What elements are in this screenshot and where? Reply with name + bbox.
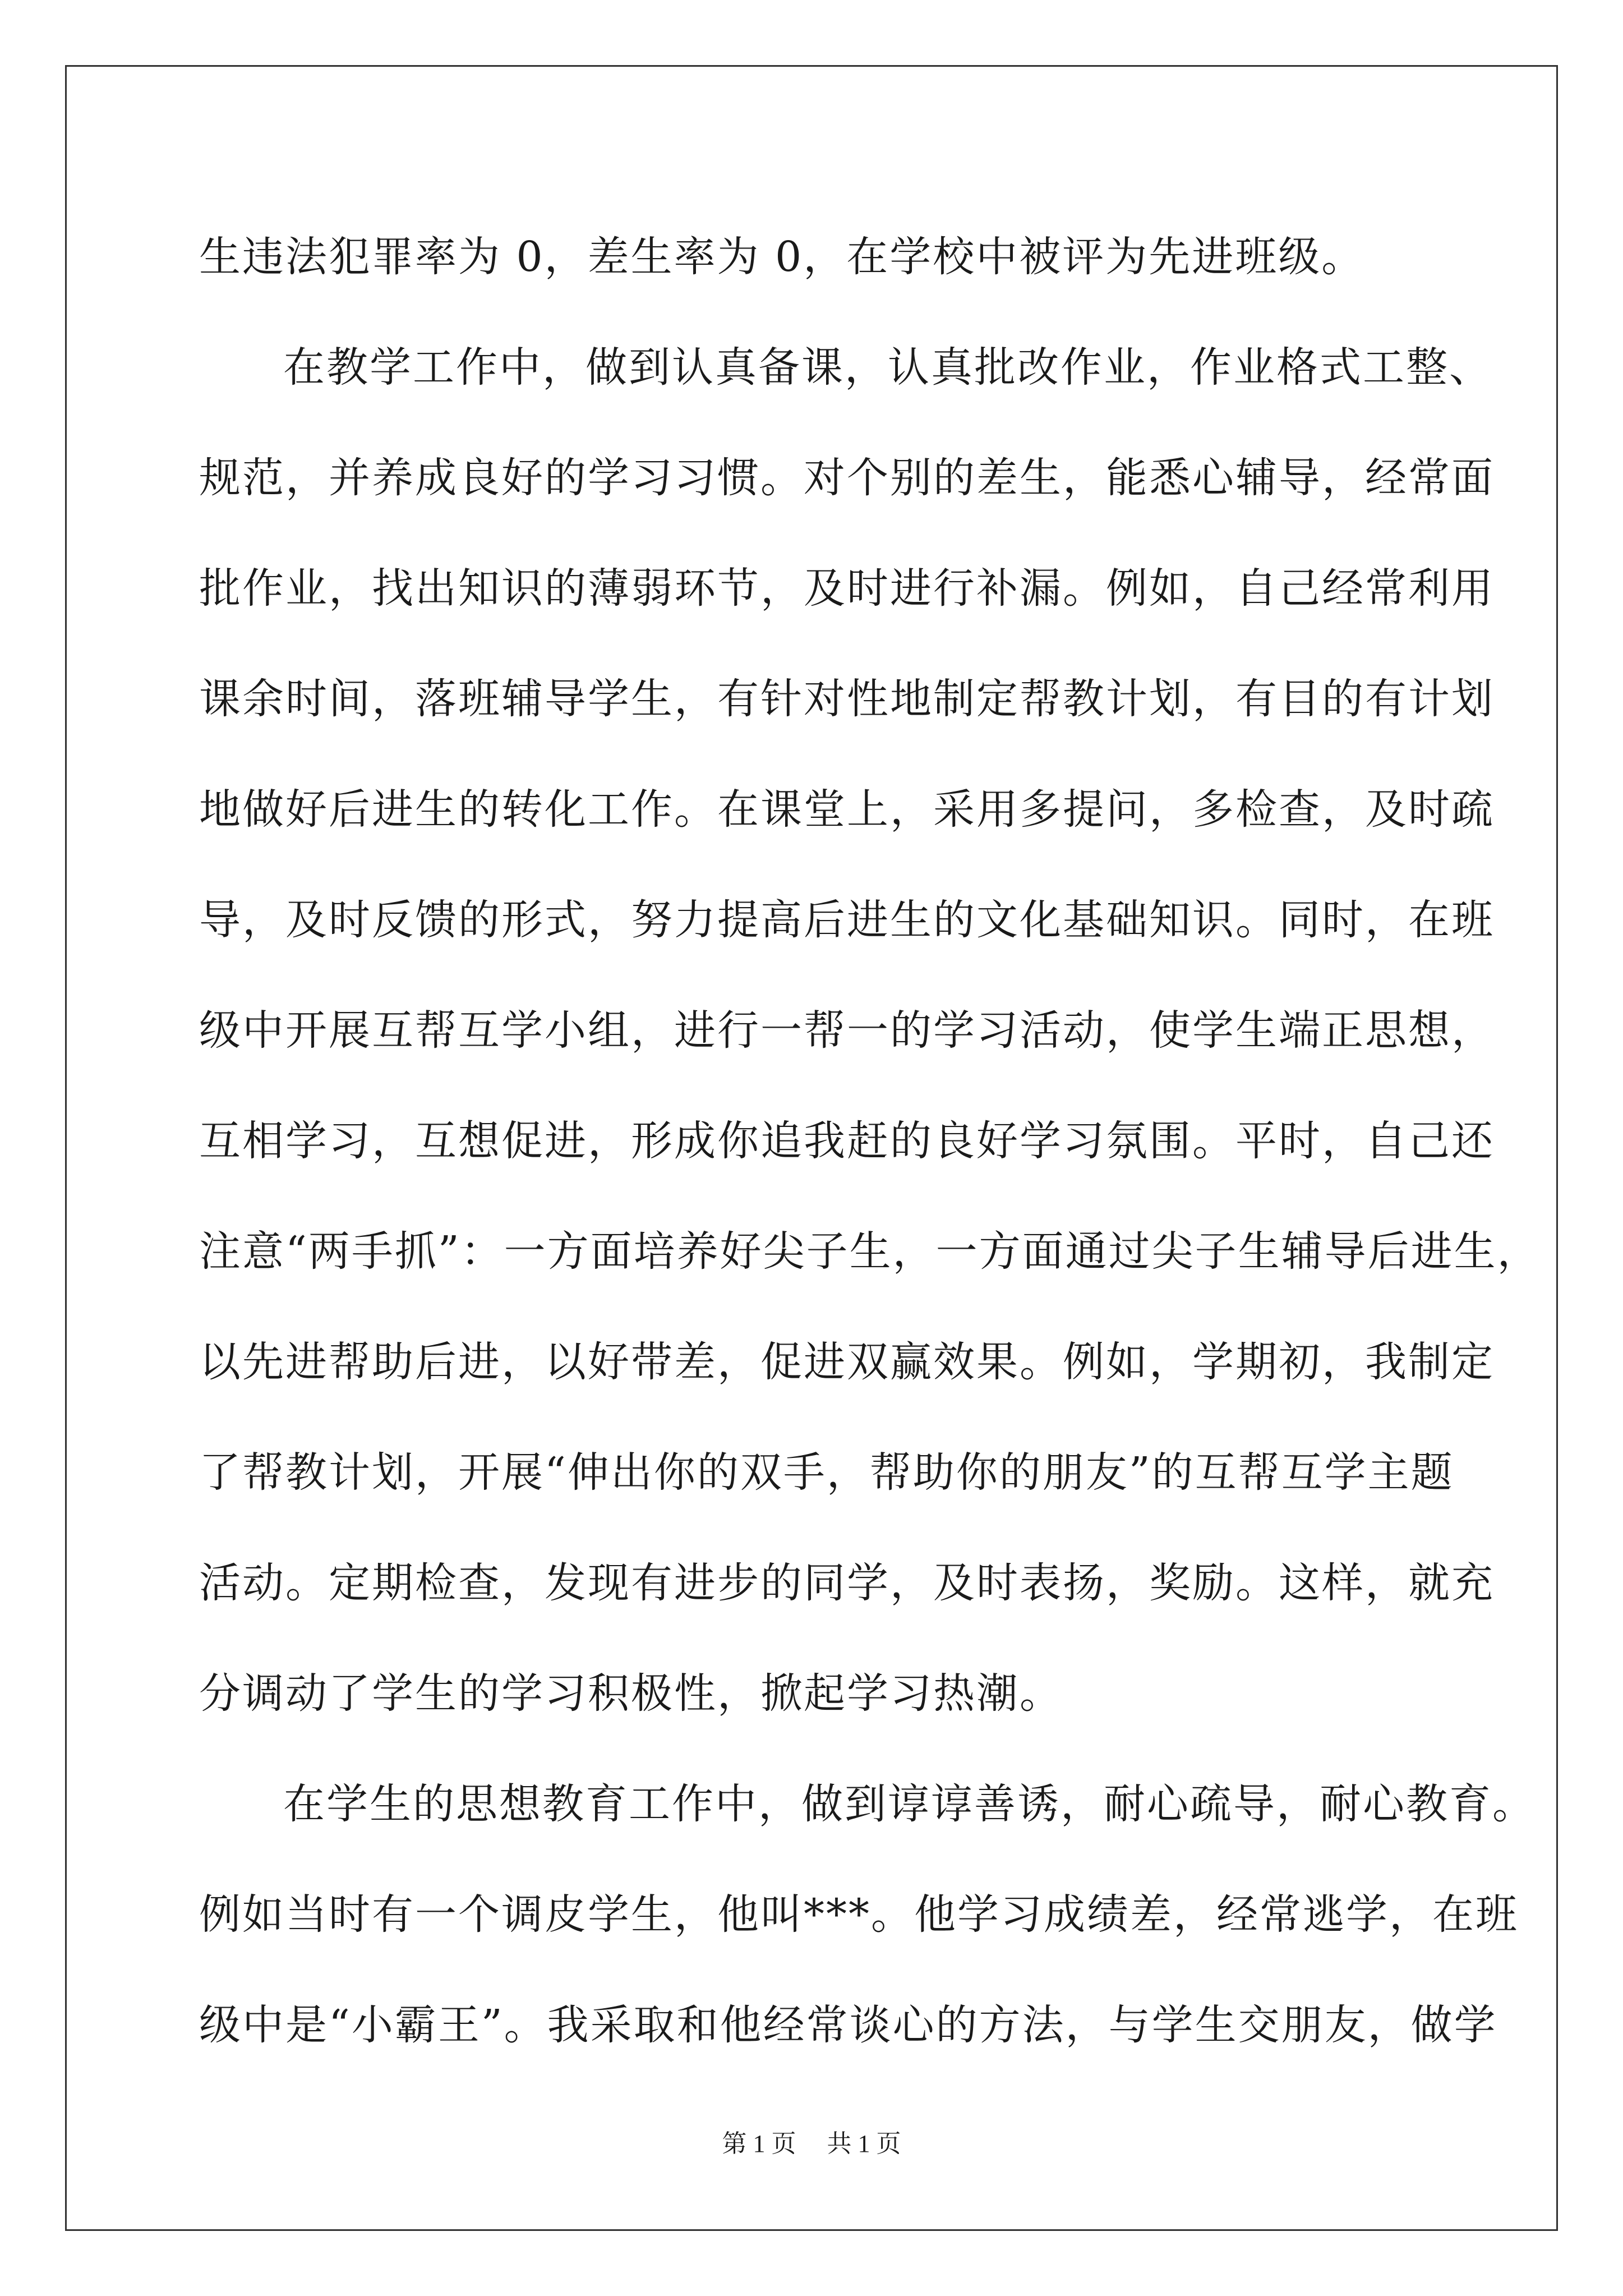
text-line-5: 课余时间，落班辅导学生，有针对性地制定帮教计划，有目的有计划 bbox=[199, 675, 1495, 723]
document-body bbox=[199, 202, 1541, 2081]
text-line-2: 在教学工作中，做到认真备课，认真批改作业，作业格式工整、 bbox=[283, 343, 1492, 392]
text-line-17: 级中是“小霸王”。我采取和他经常谈心的方法，与学生交朋友，做学 bbox=[199, 2001, 1497, 2049]
text-line-1: 生违法犯罪率为 0，差生率为 0，在学校中被评为先进班级。 bbox=[199, 233, 1365, 281]
text-line-12: 了帮教计划，开展“伸出你的双手，帮助你的朋友”的互帮互学主题 bbox=[199, 1448, 1454, 1497]
text-line-15: 在学生的思想教育工作中，做到谆谆善诱，耐心疏导，耐心教育。 bbox=[283, 1780, 1536, 1828]
text-line-6: 地做好后进生的转化工作。在课堂上，采用多提问，多检查，及时疏 bbox=[199, 785, 1495, 834]
page-number: 第 1 页 bbox=[722, 2130, 796, 2157]
text-line-3: 规范，并养成良好的学习习惯。对个别的差生，能悉心辅导，经常面 bbox=[199, 454, 1495, 502]
text-line-10: 注意“两手抓”：一方面培养好尖子生，一方面通过尖子生辅导后进生， bbox=[199, 1227, 1541, 1276]
text-line-9: 互相学习，互想促进，形成你追我赶的良好学习氛围。平时，自己还 bbox=[199, 1117, 1495, 1165]
text-line-16: 例如当时有一个调皮学生，他叫***。他学习成绩差，经常逃学，在班 bbox=[199, 1890, 1519, 1939]
page-total: 共 1 页 bbox=[827, 2130, 901, 2157]
text-line-11: 以先进帮助后进，以好带差，促进双赢效果。例如，学期初，我制定 bbox=[199, 1338, 1495, 1386]
text-line-7: 导，及时反馈的形式，努力提高后进生的文化基础知识。同时，在班 bbox=[199, 896, 1495, 944]
text-line-13: 活动。定期检查，发现有进步的同学，及时表扬，奖励。这样，就充 bbox=[199, 1559, 1495, 1607]
text-line-4: 批作业，找出知识的薄弱环节，及时进行补漏。例如，自己经常利用 bbox=[199, 564, 1495, 613]
page-footer bbox=[0, 2123, 1623, 2159]
text-line-8: 级中开展互帮互学小组，进行一帮一的学习活动，使学生端正思想， bbox=[199, 1006, 1495, 1055]
text-line-14: 分调动了学生的学习积极性，掀起学习热潮。 bbox=[199, 1669, 1063, 1718]
